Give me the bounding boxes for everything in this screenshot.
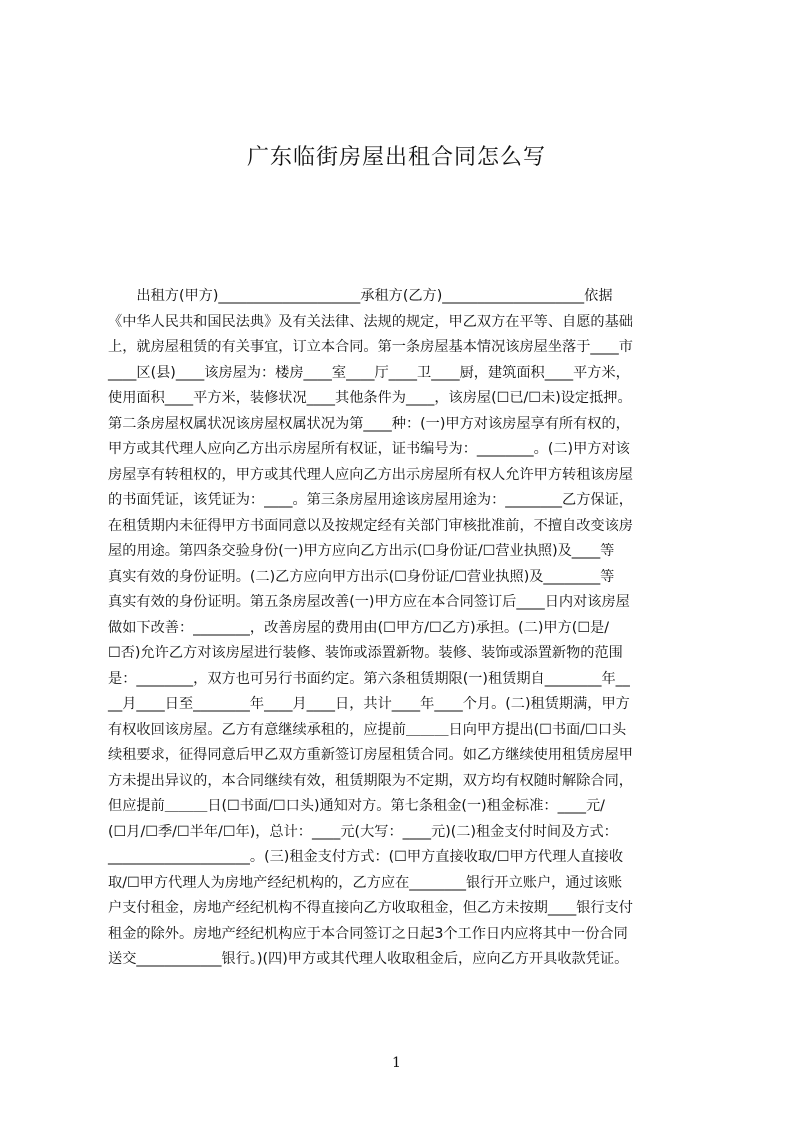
text-line: 甲方或其代理人应向乙方出示房屋所有权证，证书编号为：________。(二)甲方对该 xyxy=(108,441,630,457)
text-line: 方未提出异议的，本合同继续有效，租赁期限为不定期，双方均有权随时解除合同， xyxy=(108,772,633,789)
text-line: ☐否)允许乙方对该房屋进行装修、装饰或添置新物。装修、装饰或添置新物的范围 xyxy=(108,645,623,661)
text-line: 屋的用途。第四条交验身份(一)甲方应向乙方出示(☐身份证/☐营业执照)及____等 xyxy=(108,543,615,559)
contract-body xyxy=(108,284,700,967)
text-line: __月____日至________年____月____日，共计____年____个月。(二)租赁期满，甲方 xyxy=(108,696,630,712)
text-line: 是：________，双方也可另行书面约定。第六条租赁期限(一)租赁期自________年__ xyxy=(108,670,630,687)
text-line: 续租要求，征得同意后甲乙双方重新签订房屋租赁合同。如乙方继续使用租赁房屋甲 xyxy=(108,747,633,763)
text-line: 上，就房屋租赁的有关事宜，订立本合同。第一条房屋基本情况该房屋坐落于____市 xyxy=(108,339,633,355)
text-line: 户支付租金，房地产经纪机构不得直接向乙方收取租金，但乙方未按期____银行支付 xyxy=(108,900,633,916)
text-line: 在租赁期内未征得甲方书面同意以及按规定经有关部门审核批准前，不擅自改变该房 xyxy=(108,517,633,534)
text-line: 取/☐甲方代理人为房地产经纪机构的，乙方应在________银行开立账户，通过该账 xyxy=(108,874,623,891)
text-line: 的书面凭证，该凭证为：____。第三条房屋用途该房屋用途为：________乙方保证， xyxy=(108,492,633,508)
text-line: ____________________。(三)租金支付方式：(☐甲方直接收取/☐甲方代理人直接收 xyxy=(108,849,624,865)
text-line: 《中华人民共和国民法典》及有关法律、法规的规定，甲乙双方在平等、自愿的基础 xyxy=(108,313,633,330)
text-line: 出租方(甲方)____________________承租方(乙方)____________________依据 xyxy=(108,288,613,304)
text-line: 租金的除外。房地产经纪机构应于本合同签订之日起3个工作日内应将其中一份合同 xyxy=(108,925,628,942)
text-line: 真实有效的身份证明。第五条房屋改善(一)甲方应在本合同签订后____日内对该房屋 xyxy=(108,594,630,610)
text-line: 但应提前＿＿＿日(☐书面/☐口头)通知对方。第七条租金(一)租金标准：____元/ xyxy=(108,798,605,814)
text-line: 送交____________银行。)(四)甲方或其代理人收取租金后，应向乙方开具收款凭证。 xyxy=(108,951,629,967)
text-line: ____区(县)____该房屋为：楼房____室____厅____卫____厨，建筑面积____平方米， xyxy=(108,364,630,381)
text-line: 房屋享有转租权的，甲方或其代理人应向乙方出示房屋所有权人允许甲方转租该房屋 xyxy=(108,466,633,483)
page-number: 1 xyxy=(392,1055,401,1071)
text-line: 使用面积____平方米，装修状况____其他条件为____，该房屋(☐已/☐未)设定抵押。 xyxy=(108,390,632,406)
text-line: (☐月/☐季/☐半年/☐年)，总计：____元(大写：____元)(二)租金支付时间及方式： xyxy=(108,823,618,840)
text-line: 第二条房屋权属状况该房屋权属状况为第____种：(一)甲方对该房屋享有所有权的， xyxy=(108,415,630,432)
text-line: 做如下改善：________，改善房屋的费用由(☐甲方/☐乙方)承担。(二)甲方(☐是/ xyxy=(108,619,610,636)
text-line: 有权收回该房屋。乙方有意继续承租的，应提前＿＿＿日向甲方提出(☐书面/☐口头 xyxy=(108,721,627,738)
text-line: 真实有效的身份证明。(二)乙方应向甲方出示(☐身份证/☐营业执照)及________等 xyxy=(108,568,615,585)
page-title: 广东临街房屋出租合同怎么写 xyxy=(246,145,546,170)
